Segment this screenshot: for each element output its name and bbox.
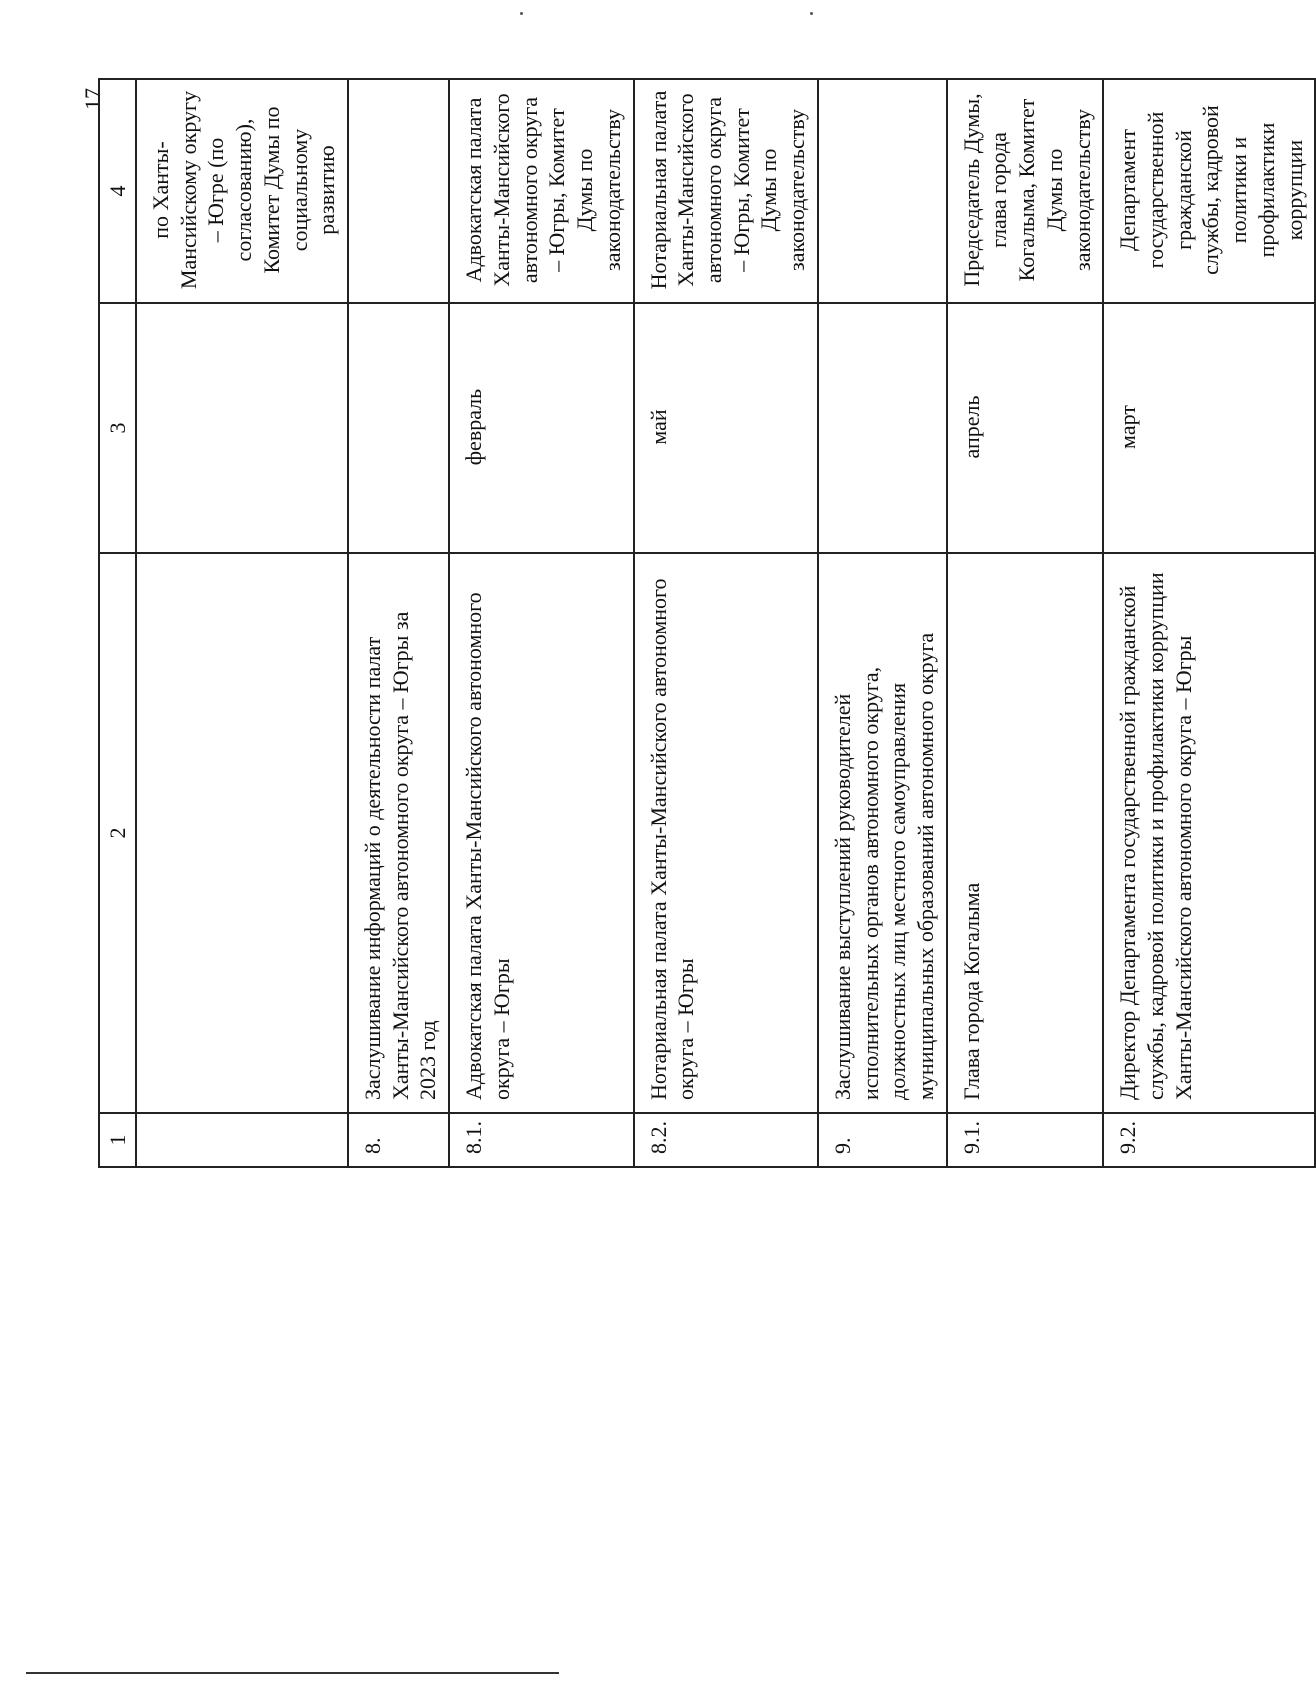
row-responsible: Председатель Думы, глава города Когалыма, Комитет Думы по законодательству bbox=[947, 79, 1104, 303]
row-month: март bbox=[1103, 303, 1315, 553]
table-row bbox=[348, 79, 449, 1167]
table-row bbox=[947, 79, 1104, 1167]
row-responsible: Адвокатская палата Ханты-Мансийского автономного округа – Югры, Комитет Думы по законодательству bbox=[449, 79, 633, 303]
row-month: май bbox=[634, 303, 818, 553]
column-number-4: 4 bbox=[99, 79, 136, 303]
row-number: 8.1. bbox=[449, 1113, 633, 1167]
column-number-3: 3 bbox=[99, 303, 136, 553]
row-text bbox=[136, 553, 348, 1113]
row-text: Директор Департамента государственной гражданской службы, кадровой политики и профилактики коррупции Ханты-Мансийского автономного округа – Югры bbox=[1103, 553, 1315, 1113]
row-text: Адвокатская палата Ханты-Мансийского автономного округа – Югры bbox=[449, 553, 633, 1113]
scan-speck bbox=[520, 12, 523, 15]
row-responsible bbox=[348, 79, 449, 303]
scan-speck bbox=[810, 12, 813, 15]
row-number: 9. bbox=[818, 1113, 947, 1167]
row-month bbox=[348, 303, 449, 553]
row-number: 9.1. bbox=[947, 1113, 1104, 1167]
row-number: 8. bbox=[348, 1113, 449, 1167]
row-text: Заслушивание выступлений руководителей исполнительных органов автономного округа, должностных лиц местного самоуправления муниципальных образований автономного округа bbox=[818, 553, 947, 1113]
bottom-rule bbox=[26, 1672, 559, 1674]
row-responsible: Департамент государственной гражданской службы, кадровой политики и профилактики коррупции bbox=[1103, 79, 1315, 303]
column-number-row bbox=[99, 79, 136, 1167]
table-row bbox=[634, 79, 818, 1167]
table-row bbox=[136, 79, 348, 1167]
row-month bbox=[818, 303, 947, 553]
plan-table bbox=[98, 78, 1316, 1168]
row-month: февраль bbox=[449, 303, 633, 553]
row-number: 9.2. bbox=[1103, 1113, 1315, 1167]
column-number-1: 1 bbox=[99, 1113, 136, 1167]
row-text: Заслушивание информаций о деятельности палат Ханты-Мансийского автономного округа – Югры за 2023 год bbox=[348, 553, 449, 1113]
row-text: Глава города Когалыма bbox=[947, 553, 1104, 1113]
row-responsible: по Ханты-Мансийскому округу – Югре (по согласованию), Комитет Думы по социальному развитию bbox=[136, 79, 348, 303]
row-text: Нотариальная палата Ханты-Мансийского автономного округа – Югры bbox=[634, 553, 818, 1113]
table-row bbox=[449, 79, 633, 1167]
row-number: 8.2. bbox=[634, 1113, 818, 1167]
row-month bbox=[136, 303, 348, 553]
column-number-2: 2 bbox=[99, 553, 136, 1113]
row-month: апрель bbox=[947, 303, 1104, 553]
table-row bbox=[1103, 79, 1315, 1167]
page-number: 17 bbox=[80, 88, 105, 110]
table-row bbox=[818, 79, 947, 1167]
row-responsible: Нотариальная палата Ханты-Мансийского автономного округа – Югры, Комитет Думы по законодательству bbox=[634, 79, 818, 303]
row-responsible bbox=[818, 79, 947, 303]
row-number bbox=[136, 1113, 348, 1167]
rotated-table-wrapper bbox=[98, 80, 1307, 1168]
